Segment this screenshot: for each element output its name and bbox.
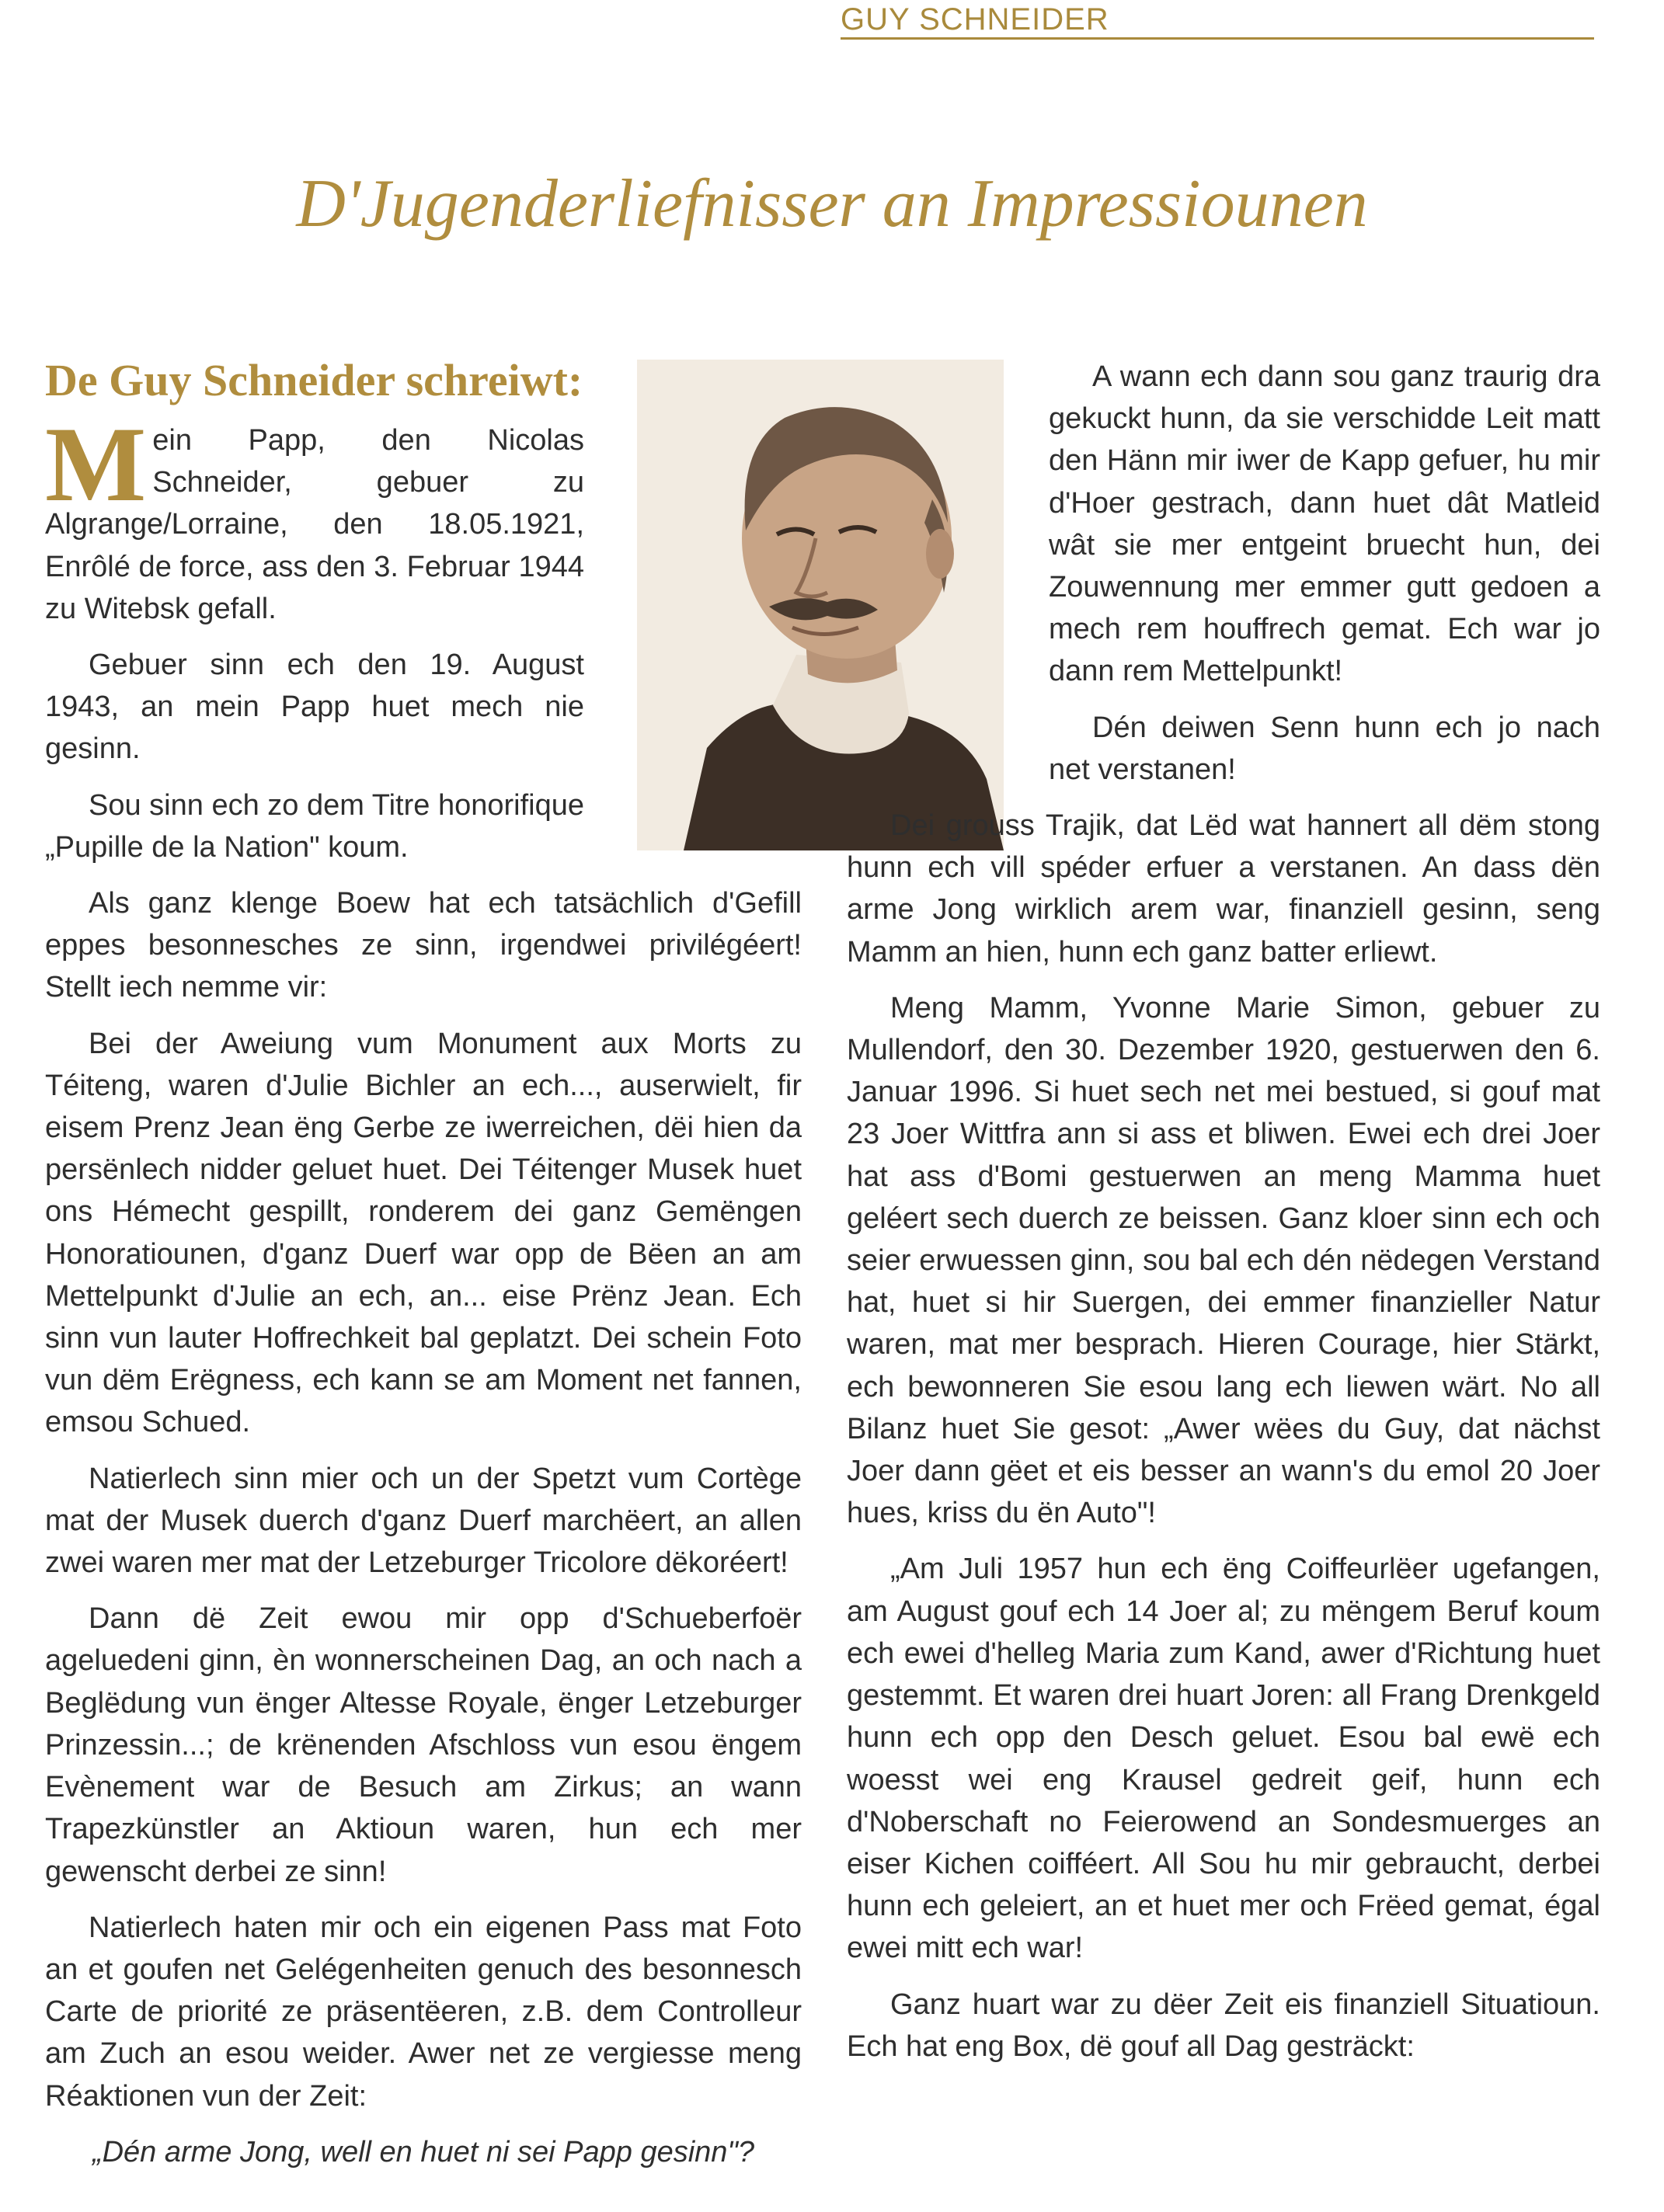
dropcap: M <box>45 405 147 523</box>
article-title: D'Jugenderliefnisser an Impressiounen <box>296 166 1368 242</box>
paragraph: „Am Juli 1957 hun ech ëng Coiffeurlëer ugefangen, am August gouf ech 14 Joer al; zu mëngem Beruf koum ech ewei d'helleg Maria zum Kand, awer d'Richtung huet gestemmt. Et waren drei huart Joren: all Frang Drenkgeld hunn ech opp den Desch geluet. Esou bal ewë ech woesst wei eng Krausel gedreit geif, hunn ech d'Noberschaft no Feierowend an Sondesmuerges an eiser Kichen coifféert. All Sou hu mir gebraucht, derbei hunn ech geleiert, an et huet mer och Frëed gemat, égal ewei mitt ech war! <box>847 1553 1600 1965</box>
left-column <box>45 356 802 2187</box>
photo-spacer <box>592 356 802 854</box>
paragraph-text: ein Papp, den Nicolas Schneider, gebuer zu Algrange/Lorraine, den 18.05.1921, Enrôlé de force, ass den 3. Februar 1944 zu Witebsk gefall. <box>45 424 584 625</box>
section-heading: De Guy Schneider schreiwt: <box>45 355 583 405</box>
right-column <box>847 356 1600 2082</box>
quote: „Dén arme Jong, well en huet ni sei Papp gesinn"? <box>92 2135 755 2169</box>
paragraph: Sou sinn ech zo dem Titre honorifique „Pupille de la Nation" koum. <box>45 788 584 864</box>
paragraph: Meng Mamm, Yvonne Marie Simon, gebuer zu Mullendorf, den 30. Dezember 1920, gestuerwen den 6. Januar 1996. Si huet sech net mei bestued, si gouf mat 23 Joer Wittfra ann si ass et bliwen. Ewei ech drei Joer hat ass d'Bomi gestuerwen an meng Mamma huet geléert sech duerch ze beissen. Ganz kloer sinn ech och seier erwuessen ginn, sou bal ech dén nëdegen Verstand hat, huet si hir Suergen, dei emmer finanzieller Natur waren, mat mer besprach. Hieren Courage, hier Stärkt, ech bewonneren Sie esou lang ech liewen wärt. No all Bilanz huet Sie gesot: „Awer wëes du Guy, dat nächst Joer dann gëet et eis besser an wann's du emol 20 Joer hues, kriss du ën Auto"! <box>847 991 1600 1530</box>
paragraph: Dén deiwen Senn hunn ech jo nach net verstanen! <box>1049 711 1600 786</box>
paragraph: A wann ech dann sou ganz traurig dra gekuckt hunn, da sie verschidde Leit matt den Hänn mir iwer de Kapp gefuer, hu mir d'Hoer gestrach, dann huet dât Matleid wât sie mer entgeint bruecht hun, dei Zouwennung mer emmer gutt gedoen a mech rem houffrech gemat. Ech war jo dann rem Mettelpunkt! <box>1049 360 1600 688</box>
paragraph: Gebuer sinn ech den 19. August 1943, an mein Papp huet mech nie gesinn. <box>45 649 584 766</box>
running-header: GUY SCHNEIDER <box>841 2 1594 40</box>
paragraph: Dei grouss Trajik, dat Lëd wat hannert all dëm stong hunn ech vill spéder erfuer a verstanen. An dass dën arme Jong wirklich arem war, finanziell gesinn, seng Mamm an hien, hunn ech ganz batter erliewt. <box>847 809 1600 969</box>
paragraph: Ganz huart war zu dëer Zeit eis finanziell Situatioun. Ech hat eng Box, dë gouf all Dag gesträckt: <box>847 1988 1600 2063</box>
paragraph: Dann dë Zeit ewou mir opp d'Schueberfoër ageluedeni ginn, èn wonnerscheinen Dag, an och nach a Beglëdung vun ënger Altesse Royale, ënger Letzeburger Prinzessin...; de krënenden Afschloss vun esou ëngem Evènement war de Besuch am Zirkus; an wann Trapezkünstler an Aktioun waren, hun ech mer gewenscht derbei ze sinn! <box>45 1602 802 1888</box>
paragraph: Natierlech sinn mier och un der Spetzt vum Cortège mat der Musek duerch d'ganz Duerf marchëert, an allen zwei waren mer mat der Letzeburger Tricolore dëkoréert! <box>45 1462 802 1580</box>
paragraph: Bei der Aweiung vum Monument aux Morts zu Téiteng, waren d'Julie Bichler an ech..., auserwielt, fir eisem Prenz Jean ëng Gerbe ze iwerreichen, dëi hien da persënlech nidder geluet huet. Dei Téitenger Musek huet ons Hémecht gespillt, ronderem dei ganz Gemëngen Honoratiounen, d'ganz Duerf war opp de Bëen an am Mettelpunkt d'Julie an ech, an... eise Prënz Jean. Ech sinn vun lauter Hoffrechkeit bal geplatzt. Dei schein Foto vun dëm Erëgness, ech kann se am Moment net fannen, emsou Schued. <box>45 1027 802 1439</box>
narrow-block <box>847 356 1600 791</box>
paragraph: Natierlech haten mir och ein eigenen Pass mat Foto an et goufen net Gelégenheiten genuch des besonnesch Carte de priorité ze präsentëeren, z.B. dem Controlleur am Zuch an esou weider. Awer net ze vergiesse meng Réaktionen vun der Zeit: <box>45 1911 802 2113</box>
paragraph: Als ganz klenge Boew hat ech tatsächlich d'Gefill eppes besonnesches ze sinn, irgendwei privilégéert! Stellt iech nemme vir: <box>45 887 802 1004</box>
